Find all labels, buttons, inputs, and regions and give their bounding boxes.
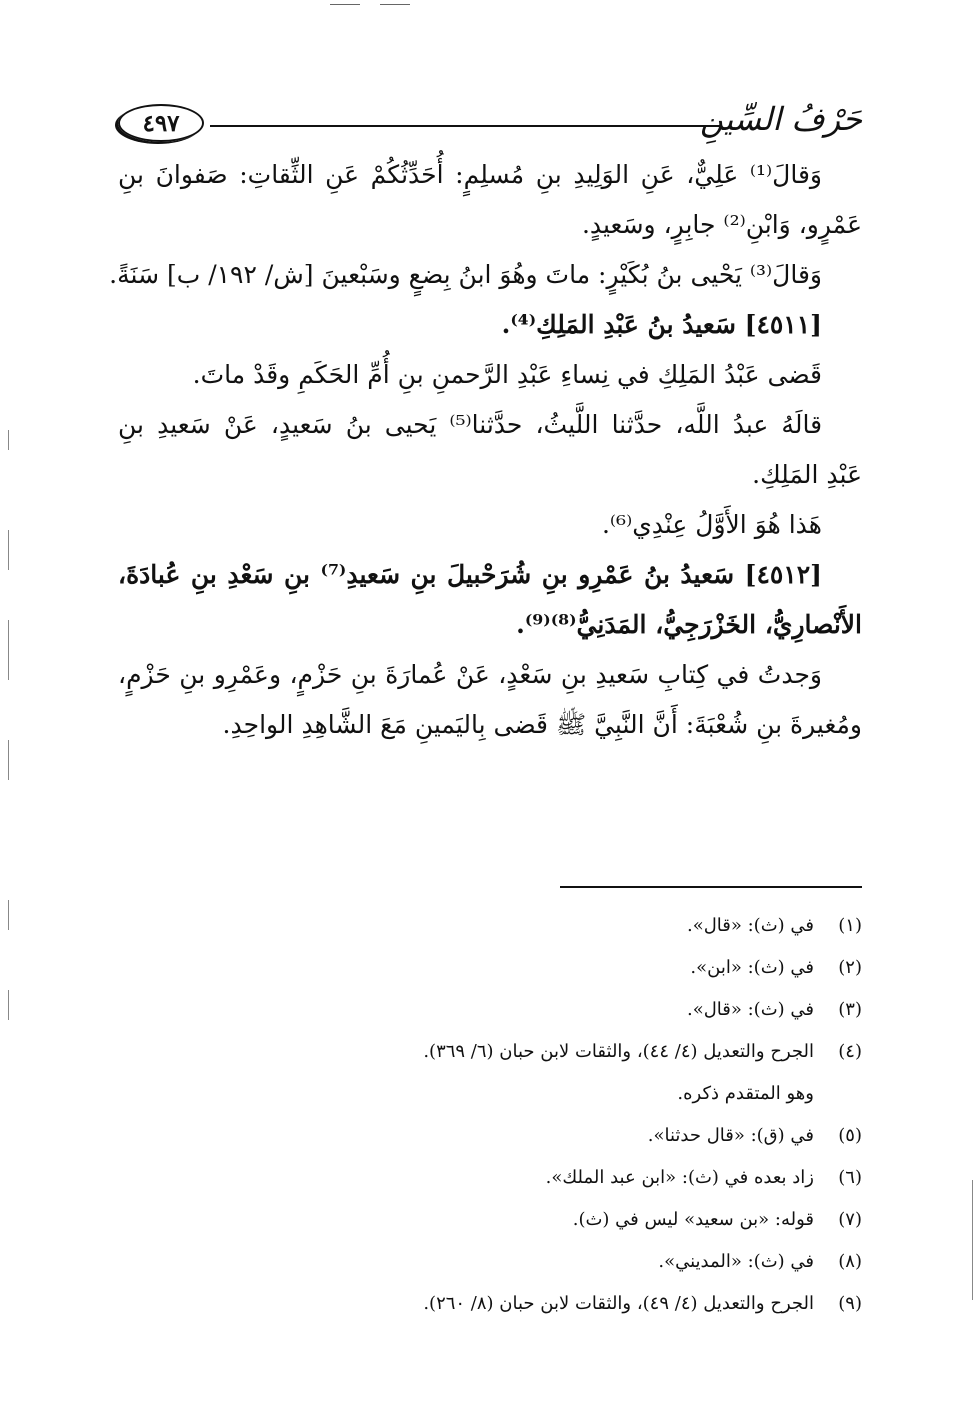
scan-mark xyxy=(8,620,9,680)
footnote xyxy=(118,947,862,989)
footnote-number: (٢) xyxy=(838,957,862,978)
scan-mark xyxy=(8,990,9,1020)
footnote xyxy=(118,1283,862,1325)
footnote xyxy=(118,905,862,947)
footnotes xyxy=(118,905,862,1325)
text-line: قَضى عَبْدُ المَلِكِ في نِساءِ عَبْدِ الرَّحمنِ بنِ أُمِّ الحَكَمِ وقَدْ ماتَ. xyxy=(192,360,822,389)
footnote-text: قوله: «بن سعيد» ليس في (ث). xyxy=(572,1209,814,1230)
footnote xyxy=(118,1199,862,1241)
footnote-continuation xyxy=(118,1073,862,1115)
scan-mark xyxy=(8,900,9,930)
footnote-text: في (ق): «قال حدثنا». xyxy=(647,1125,814,1146)
page-header xyxy=(118,100,862,146)
footnote-number: (٩) xyxy=(838,1293,862,1314)
text-line: قالَهُ عبدُ اللَّه، حدَّثنا اللَّيثُ، حدَّثنا⁽⁵⁾ يَحيى بنُ سَعيدٍ، عَنْ سَعيدِ بنِ xyxy=(118,410,823,439)
footnote-number: (٨) xyxy=(838,1251,862,1272)
scan-mark xyxy=(8,530,9,570)
footnote-text: في (ث): «قال». xyxy=(686,915,814,936)
footnote-number: (٦) xyxy=(838,1167,862,1188)
footnote xyxy=(118,1241,862,1283)
footnote-text: زاد بعده في (ث): «ابن عبد الملك». xyxy=(545,1167,814,1188)
main-text xyxy=(109,150,862,750)
footnote xyxy=(118,1115,862,1157)
footnote-text: في (ث): «المديني». xyxy=(658,1251,814,1272)
scan-mark xyxy=(972,1180,973,1300)
page-number-badge xyxy=(118,104,204,142)
text-line: ومُغيرةَ بنِ شُعْبَةَ: أَنَّ النَّبِيَّ ﷺ قَضى بِاليَمينِ مَعَ الشَّاهِدِ الواحِدِ. xyxy=(222,710,862,739)
page-number: ٤٩٧ xyxy=(142,109,180,137)
footnote-number: (٥) xyxy=(838,1125,862,1146)
footnote xyxy=(118,1157,862,1199)
footnote-number: (١) xyxy=(838,915,862,936)
scan-mark xyxy=(8,740,9,780)
text-line: وَقالَ⁽³⁾ يَحْيى بنُ بُكَيْرٍ: ماتَ وهُوَ ابنُ بِضعٍ وسَبْعينَ [ش/ ١٩٢/ ب] سَنَةً. xyxy=(109,260,822,289)
footnote-text: في (ث): «ابن». xyxy=(690,957,814,978)
footnote-text: الجرح والتعديل (٤/ ٤٤)، والثقات لابن حبان (٦/ ٣٦٩). xyxy=(423,1041,814,1062)
footnote-number: (٧) xyxy=(838,1209,862,1230)
text-line: عَمْرٍو، وَابْنِ⁽²⁾ جابِرٍ، وسَعيدٍ. xyxy=(581,210,862,239)
footnote xyxy=(118,1031,862,1073)
text-line: هَذا هُوَ الأَوَّلُ عِنْدِي⁽⁶⁾. xyxy=(601,510,822,539)
scan-mark xyxy=(330,4,360,5)
footnote-number: (٤) xyxy=(838,1041,862,1062)
footnote-number: (٣) xyxy=(838,999,862,1020)
text-line: عَبْدِ المَلِكِ. xyxy=(752,460,862,489)
footnote-text: الجرح والتعديل (٤/ ٤٩)، والثقات لابن حبان (٨/ ٢٦٠). xyxy=(423,1293,814,1314)
chapter-title: حَرْفُ السِّينِ xyxy=(700,100,862,138)
entry-heading: [٤٥١١] سَعيدُ بنُ عَبْدِ المَلِكِ⁽⁴⁾. xyxy=(501,310,822,339)
footnote xyxy=(118,989,862,1031)
scan-mark xyxy=(8,430,9,450)
header-rule xyxy=(210,125,720,127)
entry-heading: الأَنْصارِيُّ، الخَزْرَجِيُّ، المَدَنِيُّ⁽⁸⁾⁽⁹⁾. xyxy=(516,610,862,639)
footnote-text: وهو المتقدم ذكره. xyxy=(677,1083,814,1104)
scan-mark xyxy=(380,4,410,5)
footnote-text: في (ث): «قال». xyxy=(686,999,814,1020)
text-line: وَقالَ⁽¹⁾ عَلِيٌّ، عَنِ الوَلِيدِ بنِ مُسلِمٍ: أُحَدِّثُكُمْ عَنِ الثِّقاتِ: صَفوانَ بنِ xyxy=(118,160,822,189)
footnote-separator xyxy=(560,886,862,888)
text-line: وَجدتُ في كِتابِ سَعيدِ بنِ سَعْدٍ، عَنْ عُمارَةَ بنِ حَزْمٍ، وعَمْرِو بنِ حَزْمٍ، xyxy=(118,660,822,689)
entry-heading: [٤٥١٢] سَعيدُ بنُ عَمْرِو بنِ شُرَحْبيلَ بنِ سَعيدِ⁽⁷⁾ بنِ سَعْدِ بنِ عُبادَةَ، xyxy=(118,560,822,589)
